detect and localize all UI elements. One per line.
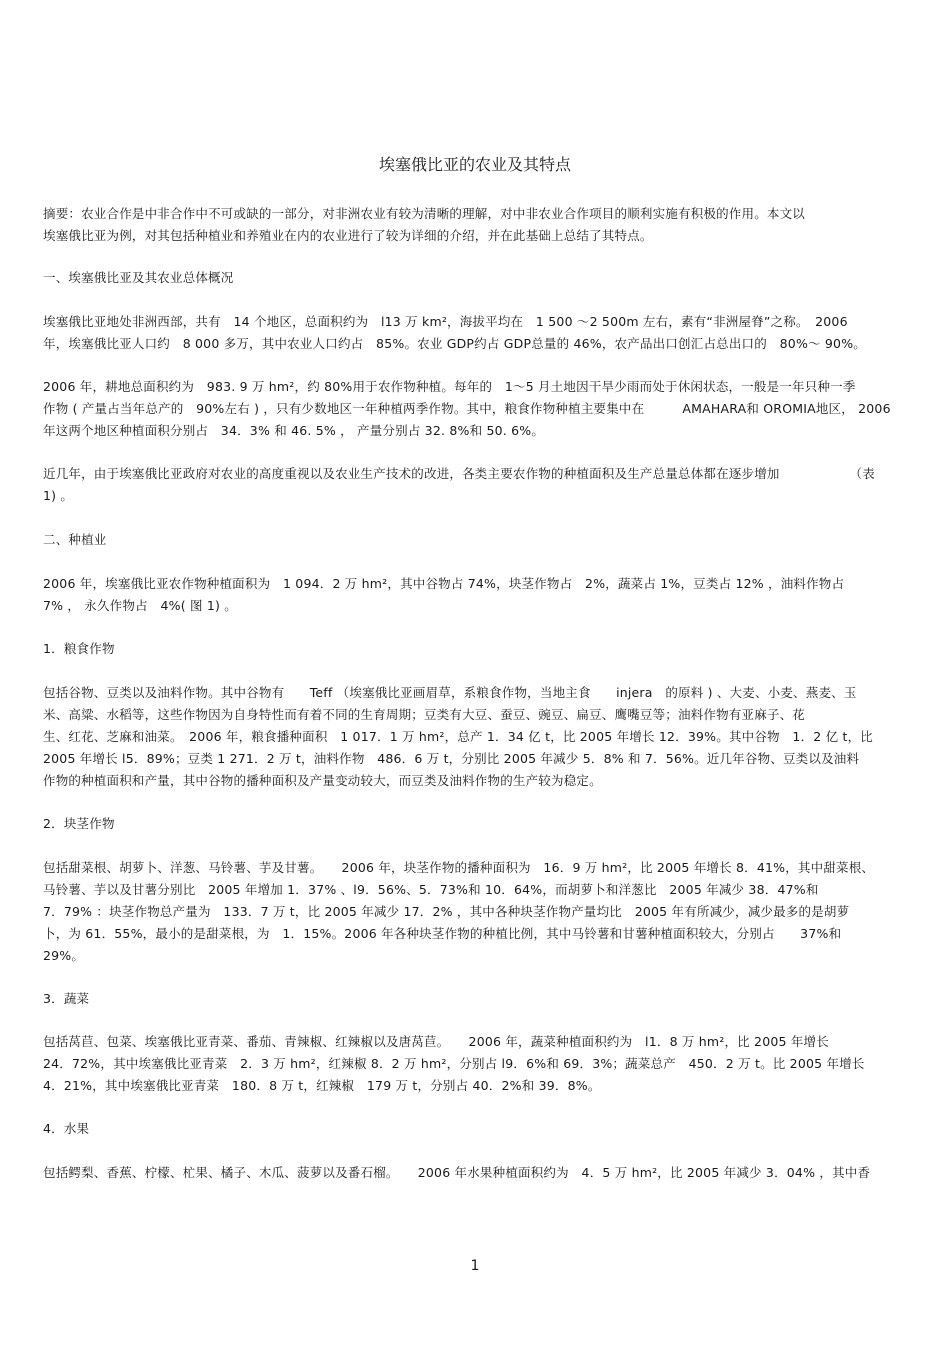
subsection-4-paragraph: 包括鳄梨、香蕉、柠檬、杧果、橘子、木瓜、菠萝以及番石榴。 2006 年水果种植面积约为 4．5 万 hm²，比 2005 年减少 3．04% ，其中香 bbox=[43, 1165, 871, 1180]
section-2-heading: 二、种植业 bbox=[43, 532, 107, 547]
page-number: 1 bbox=[470, 1258, 480, 1274]
section-1-paragraph-2: 2006 年，耕地总面积约为 983. 9 万 hm²，约 80%用于农作物种植。每年的 1～5 月土地因干旱少雨而处于休闲状态，一般是一年只种一季 作物 ( 产量占当年总产的 90%左右 ) ，只有少数地区一年种植两季作物。其中，粮食作物种植主要集中在 AMAHARA和 OROMIA地区， 2006 年这两个地区种植面积分别占 34．3% 和 46. 5% ， 产量分别占 32. 8%和 50. 6%。 bbox=[43, 379, 891, 438]
abstract-paragraph: 摘要：农业合作是中非合作中不可或缺的一部分，对非洲农业有较为清晰的理解，对中非农业合作项目的顺利实施有积极的作用。本文以 埃塞俄比亚为例，对其包括种植业和养殖业在内的农业进行了较为详细的介绍，并在此基础上总结了其特点。 bbox=[43, 206, 806, 243]
subsection-3-paragraph: 包括莴苣、包菜、埃塞俄比亚青菜、番茄、青辣椒、红辣椒以及唐莴苣。 2006 年，蔬菜种植面积约为 l1．8 万 hm²，比 2005 年增长 24．72%，其中埃塞俄比亚青菜 2．3 万 hm²，红辣椒 8．2 万 hm²，分别占 l9．6%和 69．3%；蔬菜总产 450．2 万 t。比 2005 年增长 4．21%，其中埃塞俄比亚青菜 180．8 万 t，红辣椒 179 万 t，分别占 40．2%和 39．8%。 bbox=[43, 1034, 865, 1093]
subsection-1-heading: 1．粮食作物 bbox=[43, 641, 115, 656]
section-1-heading: 一、埃塞俄比亚及其农业总体概况 bbox=[43, 270, 234, 285]
subsection-4-heading: 4．水果 bbox=[43, 1121, 90, 1136]
document-title: 埃塞俄比亚的农业及其特点 bbox=[378, 155, 571, 174]
section-1-paragraph-3: 近几年，由于埃塞俄比亚政府对农业的高度重视以及农业生产技术的改进，各类主要农作物的种植面积及生产总量总体都在逐步增加 （表 1) 。 bbox=[43, 466, 875, 503]
section-2-paragraph-1: 2006 年，埃塞俄比亚农作物种植面积为 1 094．2 万 hm²，其中谷物占 74%，块茎作物占 2%，蔬菜占 1%，豆类占 12% ，油料作物占 7% ， 永久作物占 4%( 图 1) 。 bbox=[43, 576, 845, 613]
subsection-3-heading: 3．蔬菜 bbox=[43, 991, 90, 1006]
subsection-1-paragraph: 包括谷物、豆类以及油料作物。其中谷物有 Teff （埃塞俄比亚画眉草，系粮食作物，当地主食 injera 的原料 ) 、大麦、小麦、燕麦、玉 米、高粱、水稻等，这些作物因为自身特性而有着不同的生育周期；豆类有大豆、蚕豆、豌豆、扁豆、鹰嘴豆等；油料作物有亚麻子、花 生、红花、芝麻和油菜。 2006 年，粮食播种面积 1 017．1 万 hm²，总产 1．34 亿 t，比 2005 年增长 12．39%。其中谷物 1．2 亿 t，比 2005 年增长 l5．89%；豆类 1 271．2 万 t，油料作物 486．6 万 t，分别比 2005 年减少 5．8% 和 7．56%。近几年谷物、豆类以及油料 作物的种植面积和产量，其中谷物的播种面积及产量变动较大，而豆类及油料作物的生产较为稳定。 bbox=[43, 685, 873, 788]
subsection-2-heading: 2．块茎作物 bbox=[43, 816, 115, 831]
subsection-2-paragraph: 包括甜菜根、胡萝卜、洋葱、马铃薯、芋及甘薯。 2006 年，块茎作物的播种面积为 16．9 万 hm²，比 2005 年增长 8．41%，其中甜菜根、 马铃薯、芋以及甘薯分别比 2005 年增加 1．37% 、l9．56%、5．73%和 10．64%，而胡萝卜和洋葱比 2005 年减少 38．47%和 7．79% ：块茎作物总产量为 133．7 万 t，比 2005 年减少 17．2% ，其中各种块茎作物产量均比 2005 年有所减少，减少最多的是胡萝 卜，为 61．55%，最小的是甜菜根，为 1．15%。2006 年各种块茎作物的种植比例，其中马铃薯和甘薯种植面积较大，分别占 37%和 29%。 bbox=[43, 860, 875, 963]
section-1-paragraph-1: 埃塞俄比亚地处非洲西部，共有 14 个地区，总面积约为 l13 万 km²，海拔平均在 1 500 ～2 500m 左右，素有“非洲屋脊”之称。 2006 年，埃塞俄比亚人口约 8 000 多万，其中农业人口约占 85%。农业 GDP约占 GDP总量的 46%，农产品出口创汇占总出口的 80%～ 90%。 bbox=[43, 314, 866, 351]
